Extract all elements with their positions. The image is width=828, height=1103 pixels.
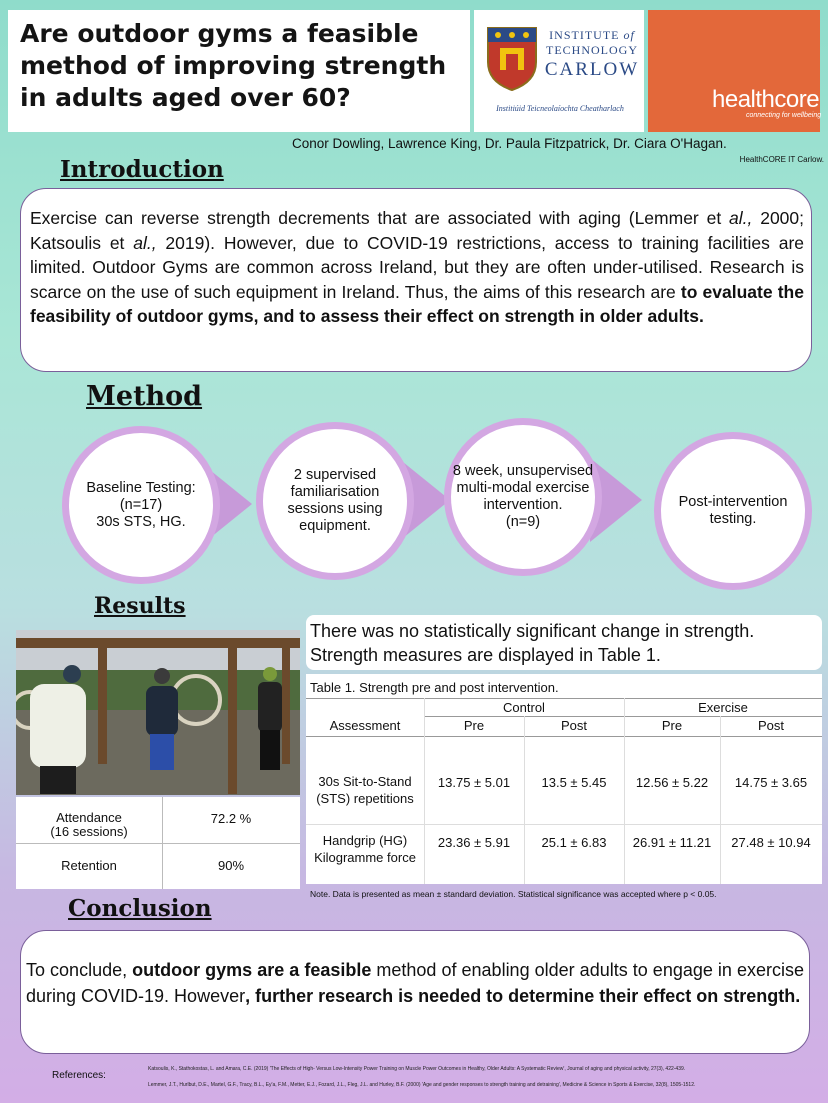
- table-cell: 13.75 ± 5.01: [437, 775, 511, 790]
- reference-item: Katsoulis, K., Stathokostas, L. and Amara, C.E. (2019) 'The Effects of High- Versus Low-Intensity Power Training on Muscle Power Outcomes in Healthy, Older Adults: A Systematic Review', Journal of aging and physical activity, 27(3), 422-439.: [148, 1066, 686, 1072]
- intro-p3: 2019). However, due to COVID-19 restrictions, access to training facilities are limited. Outdoor Gyms are common across Ireland, but they are often under-utilised. Research is scarce on the use of such equipment in Ireland. Thus, the aims of this research are: [30, 232, 805, 302]
- table-note: Note. Data is presented as mean ± standard deviation. Statistical significance was accepted where p < 0.05.: [310, 889, 717, 899]
- conclusion-t2: method of enabling older adults to engage in exercise during COVID-19. However: [26, 960, 804, 1006]
- table-cell: 12.56 ± 5.22: [635, 775, 709, 790]
- healthcore-name: healthcore: [712, 86, 820, 113]
- col-header-assessment: Assessment: [329, 718, 401, 733]
- col-header-exercise-pre: Pre: [661, 718, 683, 733]
- results-statement: There was no statistically significant change in strength. Strength measures are displayed in Table 1.: [310, 621, 755, 665]
- col-header-exercise-post: Post: [757, 718, 784, 733]
- stat-row-attendance: [16, 797, 300, 843]
- conclusion-t1: To conclude,: [26, 960, 133, 980]
- group-header-control: Control: [503, 700, 545, 715]
- table-rule: [306, 736, 822, 737]
- table-cell: 25.1 ± 6.83: [541, 835, 607, 850]
- stat-label: Attendance (16 sessions): [50, 810, 128, 839]
- healthcore-tagline: connecting for wellbeing: [746, 112, 822, 119]
- intro-p1: Exercise can reverse strength decrements that are associated with aging (Lemmer et: [30, 208, 730, 228]
- table-row-divider: [306, 824, 822, 825]
- table-col-line: [720, 716, 721, 884]
- intro-aims: to evaluate the feasibility of outdoor gyms, and to assess their effect on strength in older adults.: [30, 281, 804, 326]
- results-stats-panel: [16, 797, 300, 889]
- conclusion-b1: outdoor gyms are a feasible: [132, 960, 372, 980]
- method-heading: Method: [86, 381, 203, 412]
- authors: Conor Dowling, Lawrence King, Dr. Paula Fitzpatrick, Dr. Ciara O'Hagan.: [292, 136, 727, 151]
- stat-label: Retention: [61, 858, 117, 873]
- table-cell: 13.5 ± 5.45: [541, 775, 607, 790]
- method-step-text: 8 week, unsupervised multi-modal exercise intervention. (n=9): [452, 463, 594, 530]
- intro-heading: Introduction: [60, 156, 224, 183]
- conclusion-b2: , further research is needed to determine their effect on strength.: [245, 986, 801, 1006]
- itc-line2: TECHNOLOGY: [546, 43, 638, 57]
- col-header-control-pre: Pre: [463, 718, 485, 733]
- stat-row-retention: [16, 843, 300, 889]
- poster-title: Are outdoor gyms a feasible method of improving strength in adults aged over 60?: [20, 19, 447, 112]
- table-col-line: [424, 698, 425, 884]
- photo-illustration: [16, 630, 300, 795]
- affiliation: HealthCORE IT Carlow.: [739, 155, 824, 164]
- itc-crest-icon: [486, 26, 538, 92]
- intro-p2-em: al.,: [133, 232, 157, 253]
- table-col-line: [524, 716, 525, 884]
- conclusion-heading: Conclusion: [68, 895, 212, 922]
- table-cell: 26.91 ± 11.21: [632, 835, 712, 850]
- group-header-exercise: Exercise: [698, 700, 748, 715]
- stat-value: 72.2 %: [210, 811, 252, 826]
- intro-p2: 2000; Katsoulis et: [30, 208, 804, 253]
- itc-line1: INSTITUTE: [549, 28, 620, 42]
- conclusion-text: [26, 957, 804, 1009]
- reference-item: Lemmer, J.T., Hurlbut, D.E., Martel, G.F., Tracy, B.L., Ey'a, F.M., Metter, E.J., Fozard, J.L., Fleg, J.L. and Hurley, B.F. (2000) 'Age and gender responses to strength training and detraining', Medicine & Science in Sports & Exercise, 32(8), 1505-1512.: [148, 1082, 696, 1088]
- table-caption: Table 1. Strength pre and post intervention.: [310, 680, 559, 695]
- strength-table: [306, 674, 822, 884]
- method-step-3: [444, 418, 602, 576]
- outdoor-gym-photo: [16, 630, 300, 795]
- table-row-sts-label: 30s Sit-to-Stand (STS) repetitions: [316, 774, 414, 806]
- col-header-control-post: Post: [560, 718, 587, 733]
- table-col-line: [624, 698, 625, 884]
- table-cell: 14.75 ± 3.65: [734, 775, 808, 790]
- method-step-4: [654, 432, 812, 590]
- table-cell: 23.36 ± 5.91: [437, 835, 511, 850]
- stat-value: 90%: [217, 858, 245, 873]
- references-list: [148, 1061, 788, 1093]
- method-step-text: Baseline Testing: (n=17) 30s STS, HG.: [86, 479, 196, 530]
- method-step-text: Post-intervention testing.: [678, 494, 788, 527]
- method-step-text: 2 supervised familiarisation sessions using equipment.: [287, 467, 383, 534]
- table-cell: 27.48 ± 10.94: [731, 835, 811, 850]
- references-label: References:: [52, 1070, 106, 1081]
- itc-of: of: [623, 28, 635, 42]
- itc-line3: CARLOW: [544, 59, 640, 80]
- itc-logo-text: [544, 28, 640, 82]
- intro-text: [30, 206, 804, 329]
- table-row-hg-label: Handgrip (HG) Kilogramme force: [314, 833, 416, 865]
- itc-irish-name: Institiúid Teicneolaíochta Cheatharlach: [496, 104, 624, 113]
- results-heading: Results: [94, 593, 186, 619]
- method-step-1: [62, 426, 220, 584]
- intro-p1-em: al.,: [729, 208, 753, 228]
- method-step-2: [256, 422, 414, 580]
